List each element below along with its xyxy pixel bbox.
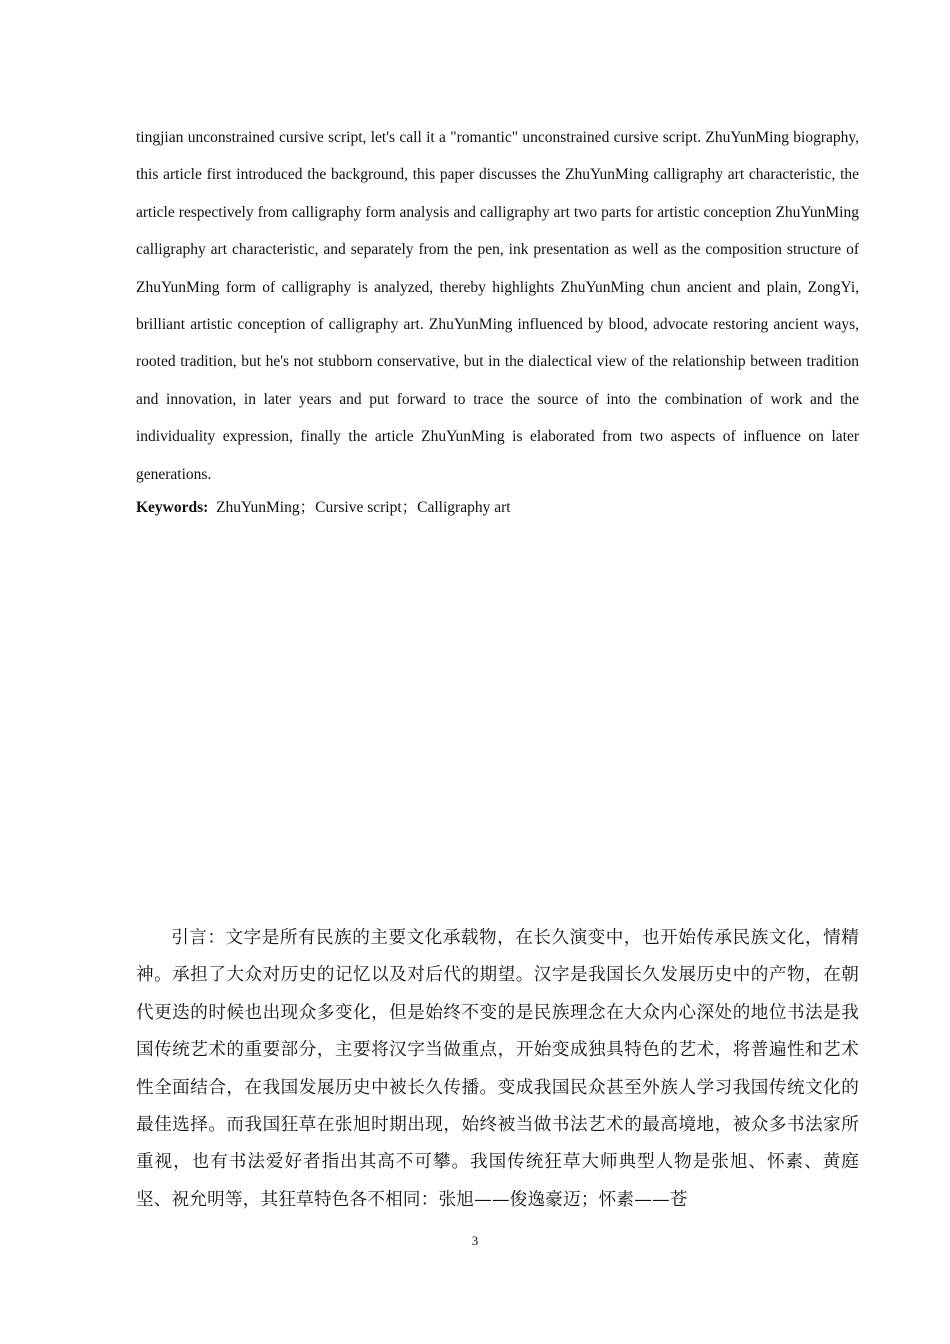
keywords-value: ZhuYunMing；Cursive script；Calligraphy art [216, 499, 511, 516]
abstract-paragraph: tingjian unconstrained cursive script, let's call it a "romantic" unconstrained cursive script. ZhuYunMing biography, this article first introduced the background, this paper discusses the ZhuYunMing calligraphy art characteristic, the article respectively from calligraphy form analysis and calligraphy art two parts for artistic conception ZhuYunMing calligraphy art characteristic, and separately from the pen, ink presentation as well as the composition structure of ZhuYunMing form of calligraphy is analyzed, thereby highlights ZhuYunMing chun ancient and plain, ZongYi, brilliant artistic conception of calligraphy art. ZhuYunMing influenced by blood, advocate restoring ancient ways, rooted tradition, but he's not stubborn conservative, but in the dialectical view of the relationship between tradition and innovation, in later years and put forward to trace the source of into the combination of work and the individuality expression, finally the article ZhuYunMing is elaborated from two aspects of influence on later generations. [136, 129, 859, 483]
introduction-paragraph: 引言：文字是所有民族的主要文化承载物，在长久演变中，也开始传承民族文化，情精神。承担了大众对历史的记忆以及对后代的期望。汉字是我国长久发展历史中的产物，在朝代更迭的时候也出现众多变化，但是始终不变的是民族理念在大众内心深处的地位书法是我国传统艺术的重要部分，主要将汉字当做重点，开始变成独具特色的艺术，将普遍性和艺术性全面结合，在我国发展历史中被长久传播。变成我国民众甚至外族人学习我国传统文化的最佳选择。而我国狂草在张旭时期出现，始终被当做书法艺术的最高境地，被众多书法家所重视，也有书法爱好者指出其高不可攀。我国传统狂草大师典型人物是张旭、怀素、黄庭坚、祝允明等，其狂草特色各不相同：张旭——俊逸豪迈；怀素——苍 [136, 928, 859, 1210]
page-number: 3 [471, 1233, 479, 1248]
keywords-label: Keywords: [136, 499, 209, 516]
keywords-line [136, 494, 859, 522]
